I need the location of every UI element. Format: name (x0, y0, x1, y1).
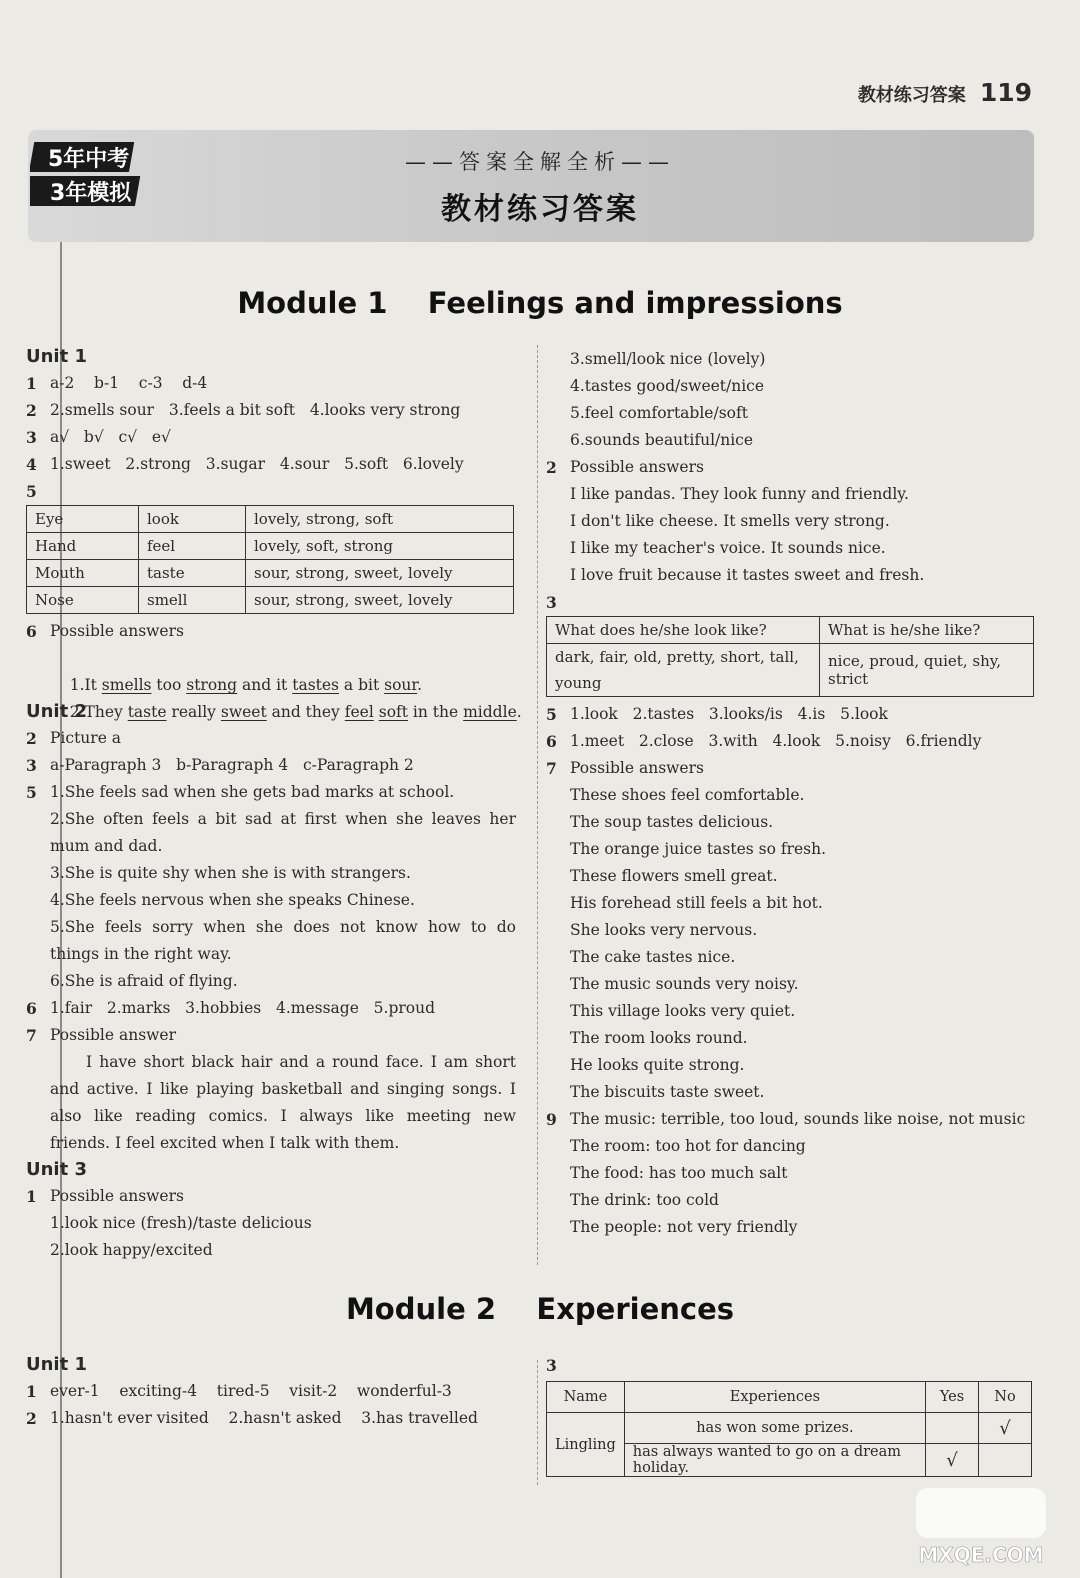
answer-line: The cake tastes nice. (570, 948, 736, 966)
answer-line: 6 1.fair 2.marks 3.hobbies 4.message 5.proud (26, 999, 436, 1018)
left-column (26, 1352, 516, 1432)
answer-line: 1 a-2 b-1 c-3 d-4 (26, 374, 208, 393)
answer-line: 5 1.She feels sad when she gets bad marks at school. (26, 783, 455, 802)
banner-subtitle: ——答案全解全析—— (405, 150, 675, 174)
answer-line: 7 Possible answers (546, 759, 704, 778)
table-row: has always wanted to go on a dream holiday. √ (547, 1444, 1032, 1477)
answer-line: 1 Possible answers (26, 1187, 184, 1206)
answer-line: 3.She is quite shy when she is with strangers. (50, 864, 411, 882)
column-divider (537, 1360, 538, 1485)
right-column (546, 346, 1036, 1241)
answer-line: The music sounds very noisy. (570, 975, 799, 993)
svg-text:5年中考: 5年中考 (48, 147, 130, 172)
answer-line: 5 (26, 482, 37, 501)
answer-line: The drink: too cold (570, 1191, 719, 1209)
answer-line: 2.look happy/excited (50, 1241, 213, 1259)
unit-heading: Unit 2 (26, 701, 87, 722)
answer-line: 3 a√ b√ c√ e√ (26, 428, 171, 447)
answer-line: He looks quite strong. (570, 1056, 745, 1074)
experiences-table (546, 1381, 1032, 1477)
answer-line: These flowers smell great. (570, 867, 778, 885)
table-row: Name Experiences Yes No (547, 1382, 1032, 1413)
answer-line: The room: too hot for dancing (570, 1137, 806, 1155)
answer-line: 3.smell/look nice (lovely) (570, 350, 766, 368)
answer-line: 6 Possible answers (26, 622, 184, 641)
answer-line: 2.She often feels a bit sad at first when she leaves her mum and dad. (50, 810, 516, 855)
answer-line: The food: has too much salt (570, 1164, 788, 1182)
answer-line: 5 1.look 2.tastes 3.looks/is 4.is 5.look (546, 705, 888, 724)
svg-text:MXQE.COM: MXQE.COM (918, 1543, 1044, 1567)
answer-line: 7 Possible answer (26, 1026, 177, 1045)
table-row: Lingling has won some prizes. √ (547, 1413, 1032, 1444)
answer-line: 5.feel comfortable/soft (570, 404, 748, 422)
senses-table (26, 505, 514, 614)
running-title: 教材练习答案 (857, 85, 966, 106)
answer-line: The soup tastes delicious. (570, 813, 774, 831)
page-header (858, 78, 1032, 107)
table-row: Hand feel lovely, soft, strong (27, 533, 514, 560)
answer-line: She looks very nervous. (570, 921, 758, 939)
answer-line: The orange juice tastes so fresh. (570, 840, 827, 858)
answer-line: 4 1.sweet 2.strong 3.sugar 4.sour 5.soft 6.lovely (26, 455, 464, 474)
unit-heading: Unit 1 (26, 1354, 87, 1375)
answer-line: The people: not very friendly (570, 1218, 798, 1236)
table-row: Eye look lovely, strong, soft (27, 506, 514, 533)
module-title: Module 1 Feelings and impressions (237, 286, 843, 320)
answer-line: 4.tastes good/sweet/nice (570, 377, 765, 395)
table-row: What does he/she look like? What is he/she like? (547, 617, 1034, 644)
answer-line: 2 Possible answers (546, 458, 704, 477)
answer-line: 2.They taste really sweet and they feel soft in the middle. (69, 703, 522, 721)
answer-line: 2 1.hasn't ever visited 2.hasn't asked 3.has travelled (26, 1409, 478, 1428)
table-row: dark, fair, old, pretty, short, tall, young nice, proud, quiet, shy, strict (547, 644, 1034, 697)
answer-line: 2 Picture a (26, 729, 122, 748)
answer-line: 6.sounds beautiful/nice (570, 431, 754, 449)
answer-line: The biscuits taste sweet. (570, 1083, 765, 1101)
answer-line: These shoes feel comfortable. (570, 786, 805, 804)
sample-paragraph: I have short black hair and a round face. I am short and active. I like playing basketball and singing songs. I also like reading comics. I always like meeting new friends. I feel excited when I talk with them. (50, 1053, 516, 1152)
answer-line: The room looks round. (570, 1029, 748, 1047)
module-title: Module 2 Experiences (345, 1292, 735, 1326)
answer-line: 2 2.smells sour 3.feels a bit soft 4.looks very strong (26, 401, 461, 420)
answer-line: 1.look nice (fresh)/taste delicious (50, 1214, 312, 1232)
table-row: Mouth taste sour, strong, sweet, lovely (27, 560, 514, 587)
answer-line: 3 (546, 1356, 557, 1375)
answer-line: His forehead still feels a bit hot. (570, 894, 823, 912)
svg-text:3年模拟: 3年模拟 (50, 181, 132, 206)
answer-line: 5.She feels sorry when she does not know how to do things in the right way. (50, 918, 516, 963)
column-divider (537, 345, 538, 1265)
answer-line: I love fruit because it tastes sweet and fresh. (570, 566, 925, 584)
answer-line: 6.She is afraid of flying. (50, 972, 238, 990)
watermark-logo (896, 1484, 1066, 1570)
banner-title: 教材练习答案 (441, 192, 639, 227)
left-column (26, 344, 522, 1264)
page-number: 119 (979, 78, 1032, 107)
answer-line: I like pandas. They look funny and friendly. (570, 485, 909, 503)
right-column (546, 1352, 1036, 1477)
answer-line: 1.It smells too strong and it tastes a bit sour. (69, 676, 423, 694)
answer-line: This village looks very quiet. (570, 1002, 796, 1020)
answer-line: 9 The music: terrible, too loud, sounds like noise, not music (546, 1110, 1026, 1129)
answer-line: 6 1.meet 2.close 3.with 4.look 5.noisy 6.friendly (546, 732, 982, 751)
answer-line: 1 ever-1 exciting-4 tired-5 visit-2 wonderful-3 (26, 1382, 452, 1401)
unit-heading: Unit 1 (26, 346, 87, 367)
answer-line: I don't like cheese. It smells very strong. (570, 512, 890, 530)
answer-line: 3 a-Paragraph 3 b-Paragraph 4 c-Paragraph 2 (26, 756, 414, 775)
answer-line: 3 (546, 593, 557, 612)
answer-line: I like my teacher's voice. It sounds nice. (570, 539, 886, 557)
unit-heading: Unit 3 (26, 1159, 87, 1180)
table-row: Nose smell sour, strong, sweet, lovely (27, 587, 514, 614)
adjectives-table (546, 616, 1034, 697)
answer-line: 4.She feels nervous when she speaks Chinese. (50, 891, 415, 909)
